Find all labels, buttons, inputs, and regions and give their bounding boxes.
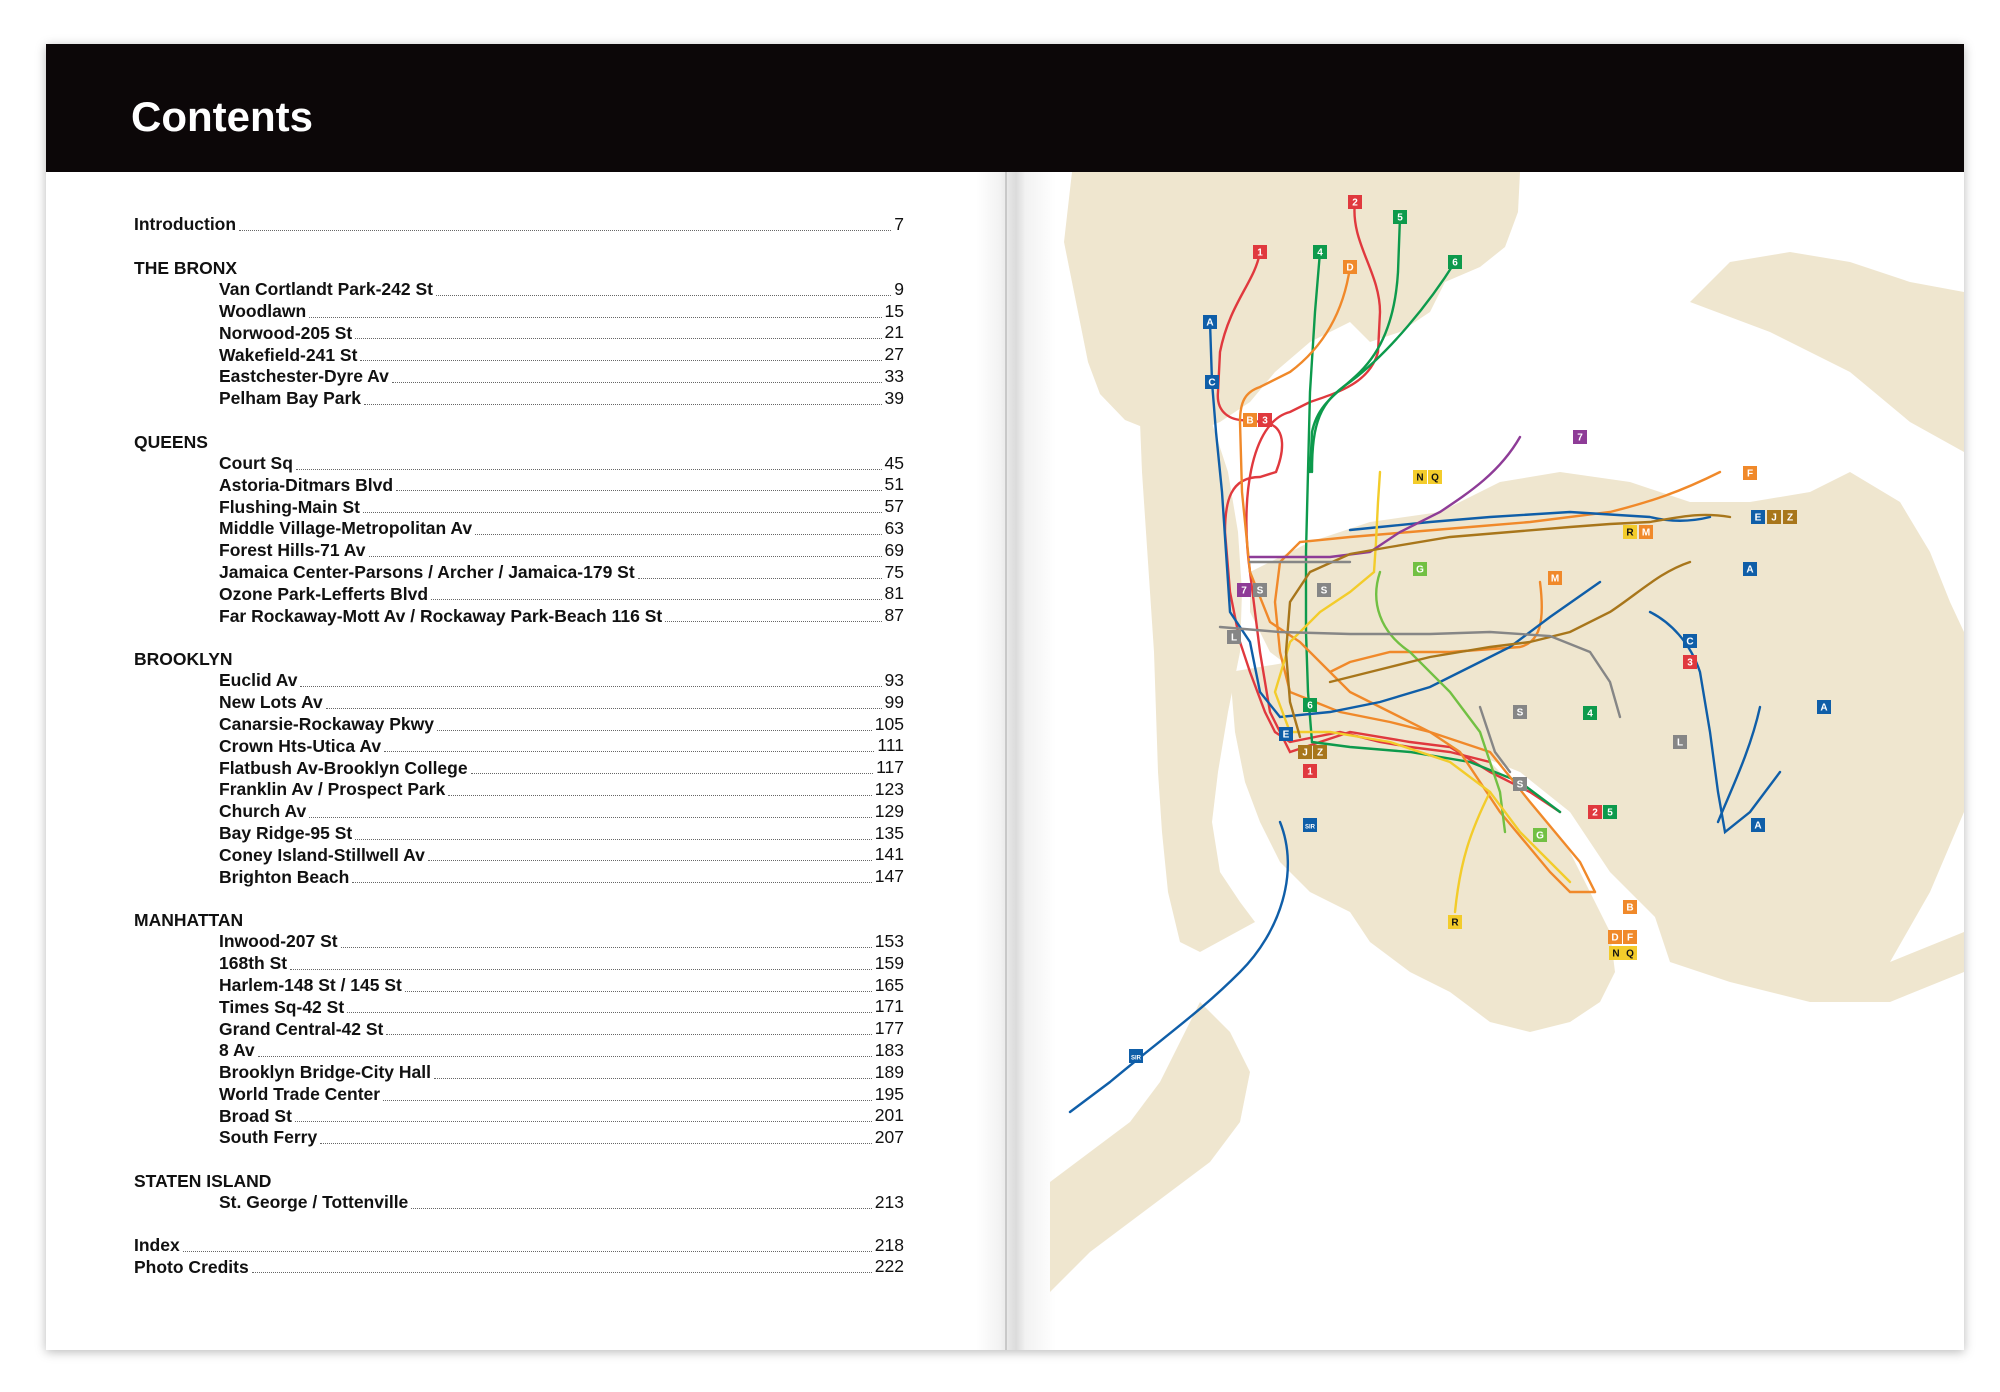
toc-page-number: 87	[884, 605, 904, 626]
toc-page-number: 15	[884, 300, 904, 321]
route-label-icon	[1623, 525, 1637, 539]
toc-entry[interactable]	[134, 366, 904, 388]
toc-page-number: 177	[874, 1018, 904, 1039]
route-label-icon	[1348, 195, 1362, 209]
route-label-text: S	[1256, 585, 1264, 597]
toc-dot-leader	[364, 402, 882, 405]
route-label-text: 1	[1307, 766, 1313, 778]
toc-entry-label: 8 Av	[219, 1040, 255, 1061]
toc-page-number: 195	[874, 1083, 904, 1104]
route-label-icon	[1317, 583, 1331, 597]
route-label-text: L	[1676, 737, 1684, 749]
toc-page-number: 21	[884, 322, 904, 343]
book-gutter-shadow	[976, 172, 1056, 1350]
toc-entry-label: 168th St	[219, 953, 288, 974]
toc-dot-leader	[428, 858, 872, 861]
toc-dot-leader	[300, 684, 882, 687]
toc-entry-label: Crown Hts-Utica Av	[219, 735, 382, 756]
toc-entry[interactable]	[134, 953, 904, 975]
toc-page-number: 153	[874, 930, 904, 951]
toc-dot-leader	[396, 488, 882, 491]
route-label-icon	[1608, 930, 1622, 944]
route-label-text: S	[1516, 707, 1524, 719]
toc-page-number: 75	[884, 561, 904, 582]
toc-dot-leader	[355, 837, 872, 840]
route-label-icon	[1513, 705, 1527, 719]
route-label-icon	[1428, 470, 1442, 484]
toc-page-number: 135	[874, 822, 904, 843]
toc-page-number: 9	[894, 278, 904, 299]
toc-page-number: 117	[876, 757, 904, 778]
toc-entry[interactable]	[134, 1062, 904, 1084]
toc-dot-leader	[471, 771, 873, 774]
toc-entry-label: Middle Village-Metropolitan Av	[219, 518, 473, 539]
toc-entry[interactable]	[134, 714, 904, 736]
route-label-icon	[1413, 562, 1427, 576]
toc-page-number: 183	[874, 1039, 904, 1060]
route-label-icon	[1413, 470, 1427, 484]
toc-entry[interactable]	[134, 779, 904, 801]
toc-entry-label: Flatbush Av-Brooklyn College	[219, 757, 468, 778]
toc-entry[interactable]	[134, 823, 904, 845]
toc-section-heading: BROOKLYN	[134, 648, 233, 669]
route-label-icon	[1393, 210, 1407, 224]
route-label-text: E	[1754, 512, 1762, 524]
toc-dot-leader	[363, 510, 882, 513]
route-label-text: F	[1746, 468, 1754, 480]
toc-dot-leader	[355, 336, 882, 339]
toc-entry[interactable]	[134, 474, 904, 496]
route-label-icon	[1253, 245, 1267, 259]
route-label-icon	[1588, 805, 1602, 819]
toc-entry-label: Harlem-148 St / 145 St	[219, 974, 402, 995]
route-label-text: 2	[1592, 807, 1598, 819]
toc-page-number: 147	[874, 866, 904, 887]
toc-page-number: 93	[884, 669, 904, 690]
toc-page-number: 165	[874, 974, 904, 995]
toc-dot-leader	[384, 749, 874, 752]
toc-dot-leader	[411, 1206, 872, 1209]
toc-entry[interactable]	[134, 692, 904, 714]
toc-entry[interactable]	[134, 605, 904, 627]
toc-page-number: 189	[874, 1061, 904, 1082]
toc-entry[interactable]	[134, 996, 904, 1018]
route-label-icon	[1817, 700, 1831, 714]
toc-page-number: 222	[874, 1256, 904, 1277]
route-label-icon	[1767, 510, 1781, 524]
toc-dot-leader	[258, 1054, 872, 1057]
route-label-text: B	[1246, 415, 1254, 427]
toc-entry-label: Brighton Beach	[219, 866, 350, 887]
toc-page-number: 218	[874, 1234, 904, 1255]
route-label-text: S	[1320, 585, 1328, 597]
route-label-icon	[1253, 583, 1267, 597]
toc-entry[interactable]	[134, 562, 904, 584]
toc-entry-label: Eastchester-Dyre Av	[219, 366, 389, 387]
toc-page-number: 123	[874, 778, 904, 799]
route-label-text: 4	[1317, 247, 1323, 259]
toc-entry-label: Astoria-Ditmars Blvd	[219, 474, 394, 495]
route-label-icon	[1573, 430, 1587, 444]
land-manhattan	[1140, 362, 1255, 952]
land-far-queens	[1690, 252, 1964, 452]
toc-page-number: 57	[884, 496, 904, 517]
route-label-text: N	[1612, 948, 1620, 960]
route-label-text: Q	[1626, 948, 1634, 960]
toc-dot-leader	[638, 576, 882, 579]
route-label-text: 3	[1262, 415, 1268, 427]
toc-entry-label: Court Sq	[219, 452, 293, 473]
route-label-text: M	[1550, 573, 1560, 585]
route-label-icon	[1298, 745, 1312, 759]
toc-page-number: 39	[884, 387, 904, 408]
toc-dot-leader	[434, 1076, 872, 1079]
book-fold	[1005, 172, 1007, 1350]
toc-entry[interactable]	[134, 301, 904, 323]
book-spread	[46, 44, 1964, 1350]
route-label-text: A	[1820, 702, 1828, 714]
toc-entry[interactable]	[134, 344, 904, 366]
toc-entry[interactable]	[134, 322, 904, 344]
toc-entry[interactable]	[134, 388, 904, 410]
toc-page-number: 141	[874, 844, 904, 865]
toc-page-number: 207	[874, 1127, 904, 1148]
route-label-icon	[1258, 413, 1272, 427]
toc-entry[interactable]	[134, 1192, 904, 1214]
toc-entry[interactable]	[134, 975, 904, 997]
toc-page-number: 81	[884, 583, 904, 604]
land-bronx-east	[1350, 172, 1520, 342]
toc-entry-label: Canarsie-Rockaway Pkwy	[219, 713, 434, 734]
route-label-icon	[1129, 1049, 1143, 1063]
toc-entry-label: Euclid Av	[219, 670, 298, 691]
toc-entry[interactable]	[134, 279, 904, 301]
toc-page-number: 7	[894, 214, 904, 234]
route-label-icon	[1313, 745, 1327, 759]
route-label-icon	[1603, 805, 1617, 819]
toc-dot-leader	[309, 315, 882, 318]
toc-dot-leader	[392, 380, 882, 383]
route-label-icon	[1743, 466, 1757, 480]
route-label-text: 7	[1241, 585, 1247, 597]
route-label-text: N	[1416, 472, 1424, 484]
toc-page-number: 105	[874, 713, 904, 734]
route-label-text: Q	[1431, 472, 1439, 484]
route-label-text: R	[1626, 527, 1634, 539]
route-label-icon	[1343, 260, 1357, 274]
toc-page-number: 159	[874, 952, 904, 973]
route-label-icon	[1583, 706, 1597, 720]
toc-dot-leader	[347, 1010, 872, 1013]
toc-entry[interactable]	[134, 1235, 904, 1257]
route-label-icon	[1751, 818, 1765, 832]
route-label-icon	[1548, 571, 1562, 585]
route-label-text: 5	[1397, 212, 1403, 224]
route-label-text: M	[1641, 527, 1651, 539]
toc-entry[interactable]	[134, 801, 904, 823]
contents-header-bar	[46, 44, 1964, 172]
toc-dot-leader	[386, 1032, 872, 1035]
route-label-icon	[1203, 315, 1217, 329]
toc-page-number: 99	[884, 691, 904, 712]
toc-entry[interactable]	[134, 540, 904, 562]
land-staten-island	[1050, 1002, 1250, 1292]
route-label-icon	[1623, 900, 1637, 914]
toc-dot-leader	[296, 467, 882, 470]
toc-entry-label: Photo Credits	[134, 1256, 249, 1277]
toc-dot-leader	[239, 228, 891, 231]
toc-entry[interactable]	[134, 844, 904, 866]
toc-page-number: 33	[884, 365, 904, 386]
route-label-text: S	[1516, 779, 1524, 791]
toc-entry[interactable]	[134, 496, 904, 518]
toc-entry[interactable]	[134, 1256, 904, 1278]
route-label-text: L	[1230, 632, 1238, 644]
toc-dot-leader	[326, 706, 882, 709]
route-label-text: A	[1746, 564, 1754, 576]
toc-entry[interactable]	[134, 670, 904, 692]
route-label-icon	[1227, 630, 1241, 644]
route-label-text: 3	[1687, 657, 1693, 669]
route-label-text: SIR	[1130, 1055, 1142, 1062]
toc-entry[interactable]	[134, 1127, 904, 1149]
toc-entry-label: World Trade Center	[219, 1083, 381, 1104]
toc-page-number: 63	[884, 517, 904, 538]
toc-spacer	[134, 1214, 904, 1235]
toc-entry-label: Church Av	[219, 801, 307, 822]
toc-entry[interactable]	[134, 866, 904, 888]
toc-entry-label: Coney Island-Stillwell Av	[219, 844, 425, 865]
route-label-icon	[1313, 245, 1327, 259]
route-label-text: G	[1536, 830, 1544, 842]
route-label-icon	[1743, 562, 1757, 576]
toc-entry-label: Wakefield-241 St	[219, 344, 358, 365]
route-label-text: C	[1208, 377, 1216, 389]
route-label-icon	[1623, 946, 1637, 960]
toc-entry-label: Jamaica Center-Parsons / Archer / Jamaica-179 St	[219, 561, 635, 582]
table-of-contents	[134, 214, 904, 1278]
toc-entry-label: Inwood-207 St	[219, 931, 338, 952]
toc-entry-label: Norwood-205 St	[219, 322, 353, 343]
route-label-text: C	[1686, 636, 1694, 648]
toc-page-number: 51	[884, 474, 904, 495]
toc-page-number: 27	[884, 344, 904, 365]
toc-page-number: 45	[884, 452, 904, 473]
toc-entry-label: Forest Hills-71 Av	[219, 540, 366, 561]
toc-dot-leader	[320, 1141, 872, 1144]
route-label-icon	[1783, 510, 1797, 524]
toc-entry-label: New Lots Av	[219, 692, 323, 713]
route-label-icon	[1623, 930, 1637, 944]
toc-entry-label: Brooklyn Bridge-City Hall	[219, 1062, 431, 1083]
toc-entry-label: Ozone Park-Lefferts Blvd	[219, 583, 429, 604]
toc-dot-leader	[295, 1119, 872, 1122]
toc-entry[interactable]	[134, 931, 904, 953]
toc-entry[interactable]	[134, 214, 904, 236]
toc-entry[interactable]	[134, 1040, 904, 1062]
route-label-icon	[1448, 915, 1462, 929]
toc-entry-label: Flushing-Main St	[219, 496, 360, 517]
toc-dot-leader	[341, 945, 872, 948]
toc-dot-leader	[437, 728, 872, 731]
route-label-text: F	[1626, 932, 1634, 944]
toc-dot-leader	[665, 619, 882, 622]
route-label-icon	[1279, 727, 1293, 741]
route-label-icon	[1639, 525, 1653, 539]
route-label-icon	[1303, 818, 1317, 832]
route-label-icon	[1513, 777, 1527, 791]
toc-entry-label: Van Cortlandt Park-242 St	[219, 279, 433, 300]
toc-dot-leader	[183, 1249, 872, 1252]
toc-entry[interactable]	[134, 1084, 904, 1106]
toc-dot-leader	[448, 793, 872, 796]
route-label-text: 6	[1307, 700, 1313, 712]
toc-dot-leader	[309, 815, 872, 818]
toc-dot-leader	[383, 1098, 872, 1101]
toc-dot-leader	[436, 293, 891, 296]
toc-page-number: 213	[874, 1191, 904, 1212]
route-label-text: 4	[1587, 708, 1593, 720]
route-label-icon	[1683, 634, 1697, 648]
toc-dot-leader	[290, 967, 872, 970]
toc-entry[interactable]	[134, 1105, 904, 1127]
toc-section-heading: QUEENS	[134, 431, 208, 452]
subway-map-svg	[1050, 172, 1964, 1350]
route-label-text: R	[1451, 917, 1459, 929]
route-label-icon	[1303, 764, 1317, 778]
route-label-icon	[1609, 946, 1623, 960]
toc-page-number: 111	[877, 735, 904, 756]
route-label-icon	[1448, 255, 1462, 269]
route-label-text: A	[1206, 317, 1214, 329]
route-label-text: 1	[1257, 247, 1263, 259]
toc-section-heading: THE BRONX	[134, 257, 238, 278]
route-label-text: Z	[1316, 747, 1324, 759]
route-label-text: J	[1302, 747, 1308, 759]
route-label-text: 2	[1352, 197, 1358, 209]
toc-entry[interactable]	[134, 583, 904, 605]
route-label-text: SIR	[1304, 824, 1316, 831]
toc-entry-label: Introduction	[134, 214, 237, 235]
toc-entry-label: Far Rockaway-Mott Av / Rockaway Park-Beach 116 St	[219, 605, 663, 626]
route-label-icon	[1205, 375, 1219, 389]
subway-map	[1050, 172, 1964, 1350]
toc-entry[interactable]	[134, 1018, 904, 1040]
page-title: Contents	[131, 93, 313, 140]
toc-entry-label: St. George / Tottenville	[219, 1192, 409, 1213]
toc-entry-label: Grand Central-42 St	[219, 1018, 384, 1039]
route-label-text: D	[1611, 932, 1619, 944]
toc-dot-leader	[369, 554, 882, 557]
toc-dot-leader	[475, 532, 882, 535]
toc-page-number: 69	[884, 539, 904, 560]
route-label-text: D	[1346, 262, 1354, 274]
route-label-icon	[1683, 655, 1697, 669]
toc-entry[interactable]	[134, 757, 904, 779]
route-label-icon	[1533, 828, 1547, 842]
toc-entry-label: Franklin Av / Prospect Park	[219, 779, 446, 800]
toc-dot-leader	[252, 1270, 872, 1273]
toc-page-number: 171	[874, 996, 904, 1017]
route-label-text: 7	[1577, 432, 1583, 444]
route-label-icon	[1243, 413, 1257, 427]
toc-section-heading: MANHATTAN	[134, 909, 244, 930]
toc-entry-label: South Ferry	[219, 1127, 318, 1148]
toc-section-heading: STATEN ISLAND	[134, 1170, 272, 1191]
map-land	[1050, 172, 1964, 1292]
route-label-icon	[1751, 510, 1765, 524]
toc-dot-leader	[405, 989, 872, 992]
route-label-text: J	[1771, 512, 1777, 524]
toc-entry-label: Index	[134, 1235, 180, 1256]
route-label-text: G	[1416, 564, 1424, 576]
toc-entry[interactable]	[134, 518, 904, 540]
route-label-text: 5	[1607, 807, 1613, 819]
toc-dot-leader	[352, 880, 872, 883]
route-label-icon	[1673, 735, 1687, 749]
route-label-text: 6	[1452, 257, 1458, 269]
route-label-text: E	[1282, 729, 1290, 741]
toc-entry[interactable]	[134, 735, 904, 757]
toc-page-number: 201	[874, 1105, 904, 1126]
toc-page-number: 129	[874, 800, 904, 821]
toc-entry[interactable]	[134, 453, 904, 475]
route-label-icon	[1303, 698, 1317, 712]
toc-entry-label: Woodlawn	[219, 300, 307, 321]
toc-entry-label: Times Sq-42 St	[219, 996, 345, 1017]
route-label-text: B	[1626, 902, 1634, 914]
route-label-text: A	[1754, 820, 1762, 832]
toc-entry-label: Broad St	[219, 1105, 292, 1126]
toc-entry-label: Pelham Bay Park	[219, 388, 362, 409]
toc-dot-leader	[431, 597, 882, 600]
route-label-icon	[1237, 583, 1251, 597]
toc-entry-label: Bay Ridge-95 St	[219, 822, 353, 843]
route-label-text: Z	[1786, 512, 1794, 524]
toc-dot-leader	[360, 358, 882, 361]
